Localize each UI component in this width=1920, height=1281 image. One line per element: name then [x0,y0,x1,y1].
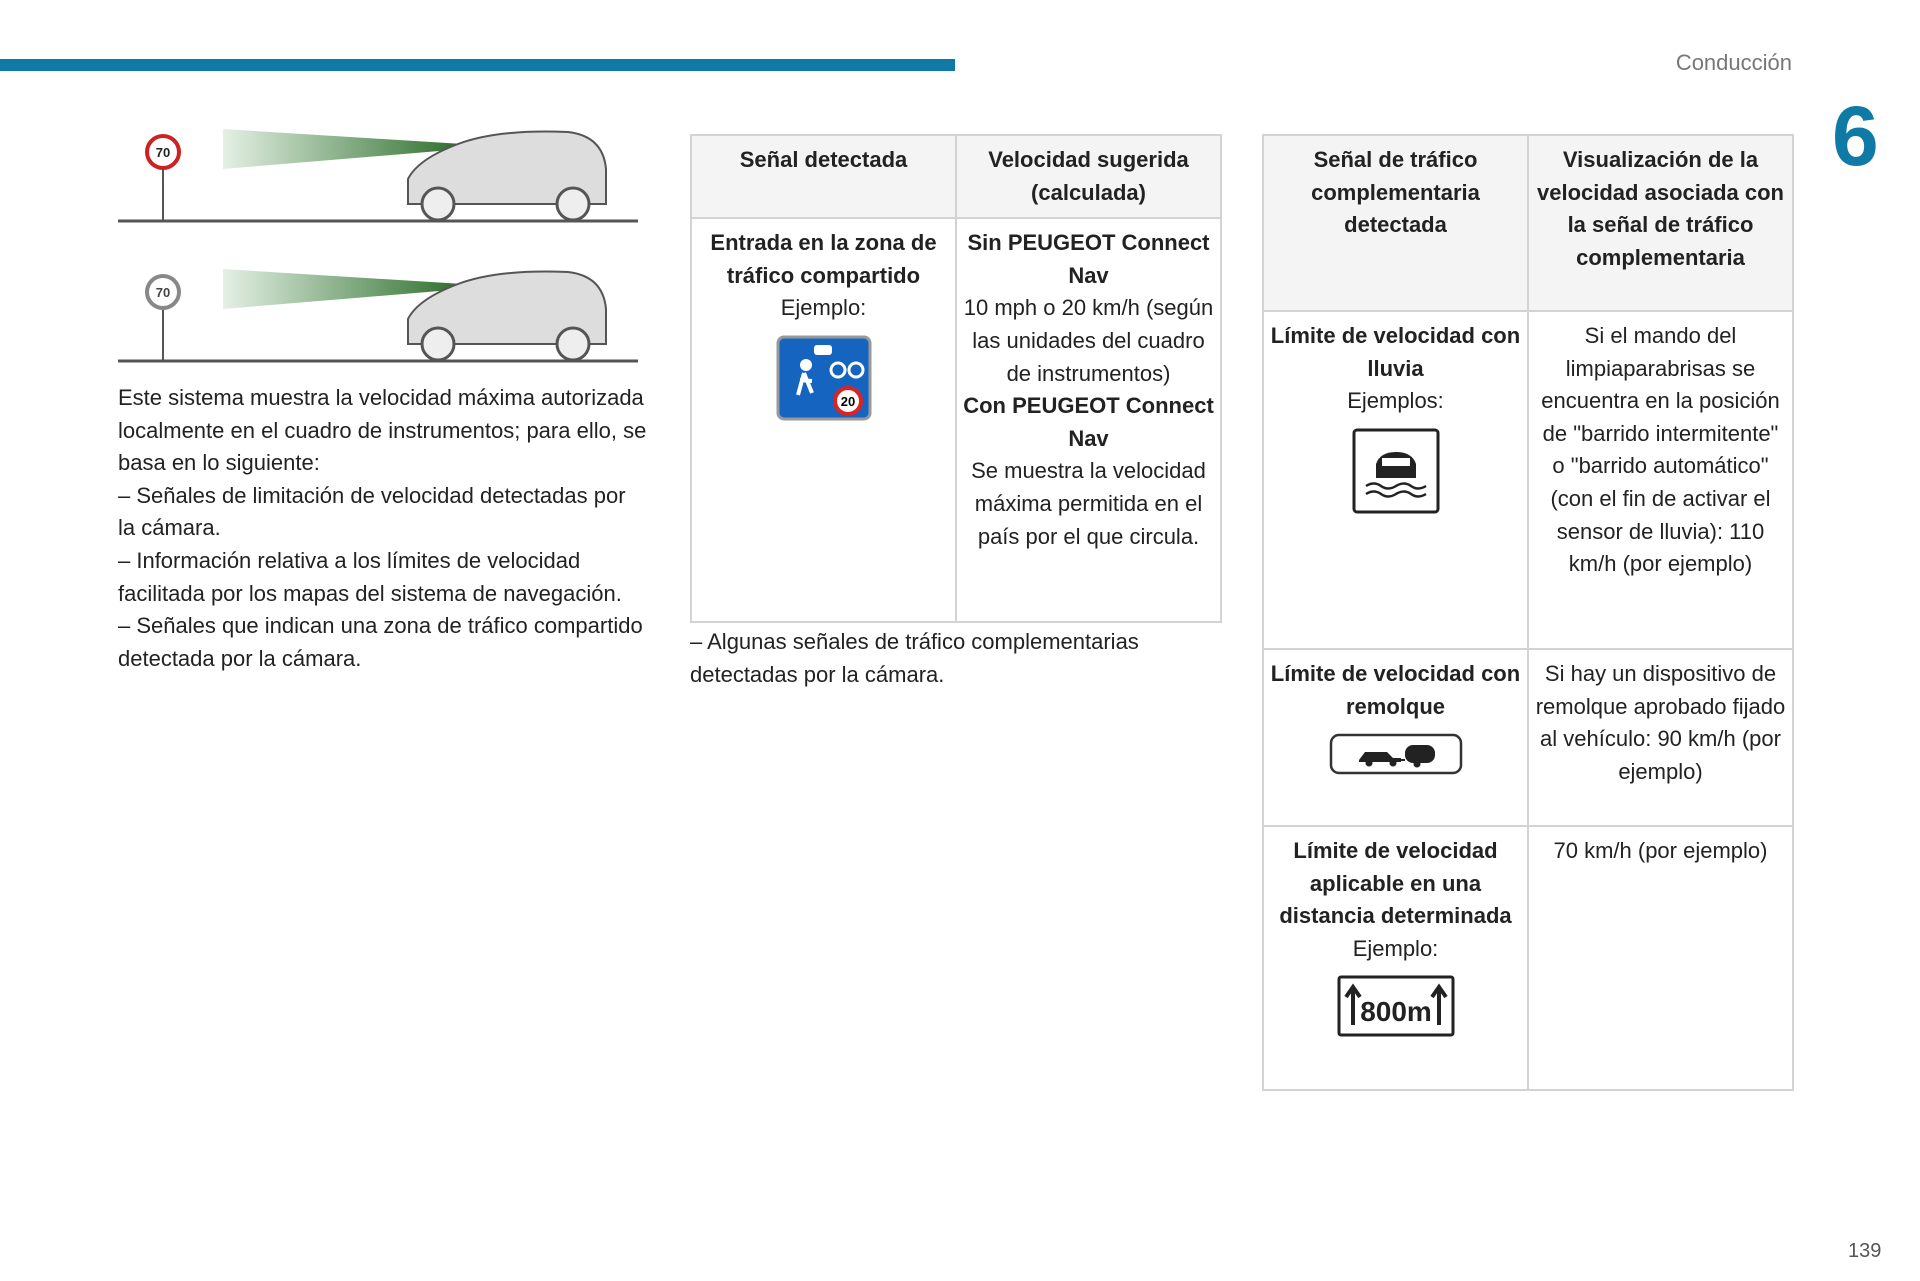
cell-title: Entrada en la zona de tráfico compartido [710,230,937,288]
trailer-sign-icon [1329,733,1463,775]
complementary-sign-table [1262,134,1794,1091]
cell-title: Límite de velocidad aplicable en una distancia determinada [1279,838,1512,929]
chapter-number: 6 [1832,89,1879,183]
intro-text [118,382,648,675]
table-header: Señal detectada [691,135,956,218]
cell-title: Límite de velocidad con lluvia [1270,323,1521,381]
intro-paragraph: Este sistema muestra la velocidad máxima autorizada localmente en el cuadro de instrumentos; para ello, se basa en lo siguiente: [118,385,647,476]
cell-label: Ejemplo: [1352,935,1439,961]
cell-title: Sin PEUGEOT Connect Nav [967,230,1210,288]
table-row [1263,311,1793,649]
camera-illustration-active [118,124,638,224]
cell-label: Ejemplos: [1347,388,1444,414]
rain-sign-icon [1352,428,1440,514]
table-row [1263,649,1793,826]
cell-text: 10 mph o 20 km/h (según las unidades del cuadro de instrumentos) [963,295,1214,386]
table-header: Velocidad sugerida (calculada) [956,135,1221,218]
shared-zone-sign-icon [776,335,872,421]
intro-bullet: – Señales de limitación de velocidad detectadas por la cámara. [118,482,626,541]
table-row [1263,826,1793,1090]
table-header: Visualización de la velocidad asociada con la señal de tráfico complementaria [1528,135,1793,311]
section-title: Conducción [1675,50,1792,75]
note-text: – Algunas señales de tráfico complementarias detectadas por la cámara. [690,629,1139,687]
svg-text:800m: 800m [1359,996,1432,1028]
speed-sign-text: 70 [155,285,171,300]
speed-sign-text: 70 [155,145,171,160]
intro-bullet: – Señales que indican una zona de tráfico compartido detectada por la cámara. [118,613,643,671]
distance-sign-icon [1337,975,1455,1037]
camera-illustration-inactive [118,264,638,364]
cell-text: Si el mando del limpiaparabrisas se encuentra en la posición de "barrido intermitente" o "barrido automático" (con el fin de activar el sensor de lluvia): 110 km/h (por ejemplo) [1528,311,1793,649]
table-row [691,218,1221,622]
cell-label: Ejemplo: [780,295,867,321]
cell-text: Se muestra la velocidad máxima permitida en el país por el que circula. [971,458,1206,549]
cell-title: Con PEUGEOT Connect Nav [963,393,1214,451]
page-number: 139 [1848,1240,1882,1262]
detected-sign-table [690,134,1222,623]
intro-bullet: – Información relativa a los límites de velocidad facilitada por los mapas del sistema de navegación. [118,547,622,606]
header-bar [0,59,955,71]
cell-text: Si hay un dispositivo de remolque aprobado fijado al vehículo: 90 km/h (por ejemplo) [1528,649,1793,826]
table-header: Señal de tráfico complementaria detectada [1263,135,1528,311]
svg-text:20: 20 [840,393,855,409]
cell-title: Límite de velocidad con remolque [1270,661,1521,719]
cell-text: 70 km/h (por ejemplo) [1528,826,1793,1090]
